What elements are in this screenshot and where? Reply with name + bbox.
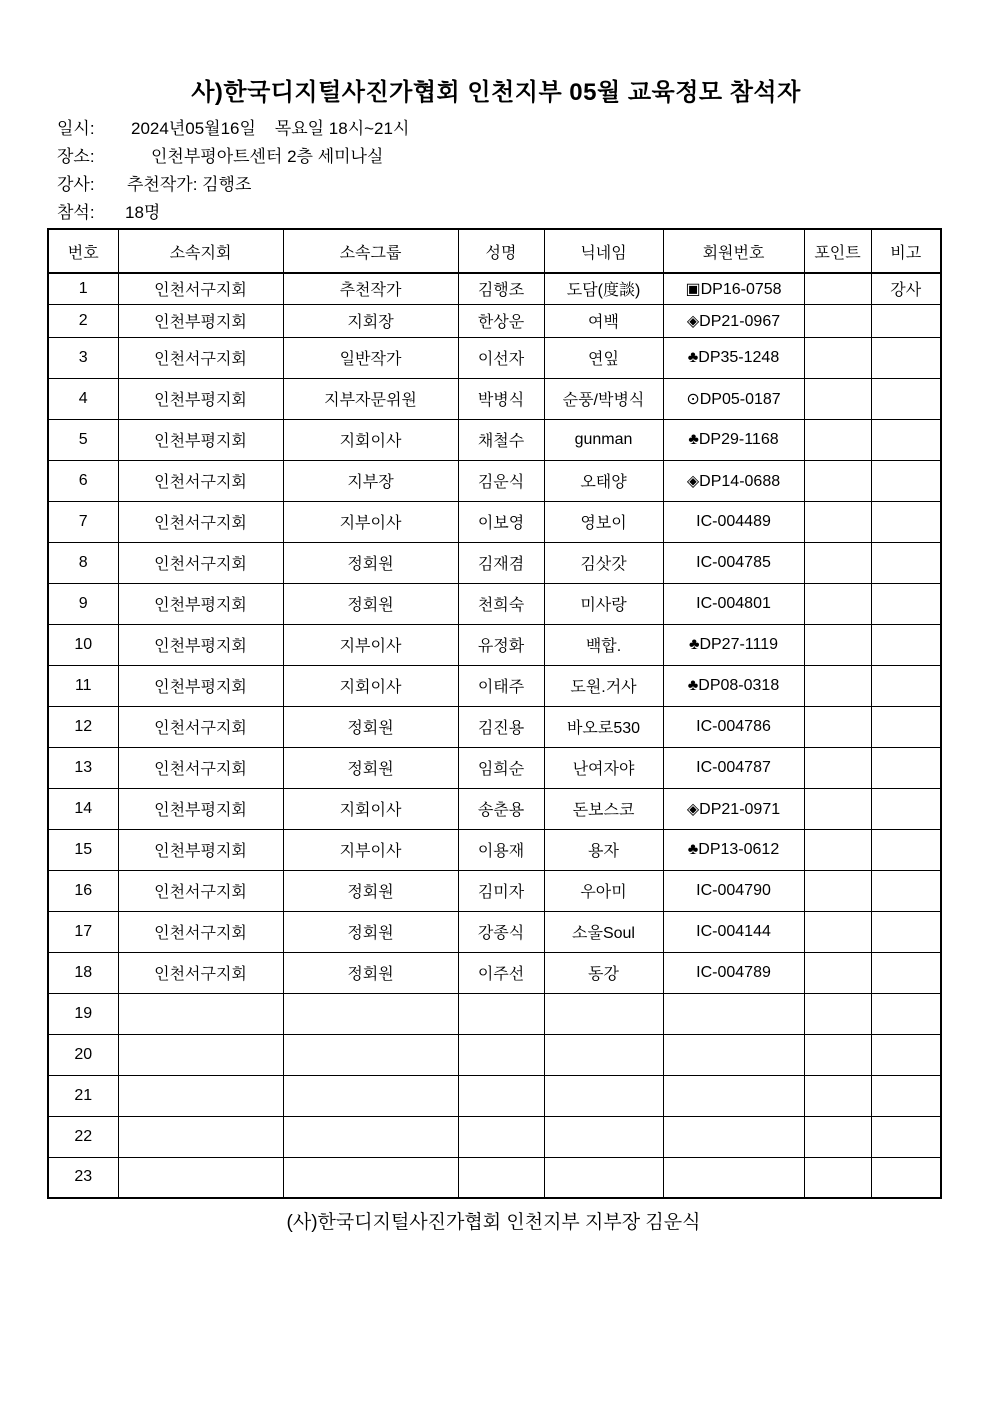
cell-points [804, 829, 871, 870]
table-body [48, 273, 941, 1198]
cell-points [804, 747, 871, 788]
cell-member-no [663, 1034, 804, 1075]
column-header-member-no: 회원번호 [663, 229, 804, 273]
cell-member-no: ♣DP35-1248 [663, 337, 804, 378]
cell-member-no: IC-004785 [663, 542, 804, 583]
cell-group: 정회원 [283, 542, 458, 583]
cell-note [871, 870, 941, 911]
meta-value-location: 인천부평아트센터 2층 세미나실 [151, 146, 384, 166]
cell-name [458, 1157, 544, 1198]
cell-nickname [544, 1157, 663, 1198]
table-row [48, 747, 941, 788]
cell-branch: 인천부평지회 [118, 378, 283, 419]
cell-branch: 인천서구지회 [118, 273, 283, 304]
table-row [48, 1075, 941, 1116]
cell-member-no [663, 1157, 804, 1198]
table-row [48, 583, 941, 624]
table-row [48, 952, 941, 993]
cell-branch [118, 1075, 283, 1116]
cell-branch: 인천부평지회 [118, 624, 283, 665]
cell-group: 정회원 [283, 870, 458, 911]
cell-branch: 인천서구지회 [118, 542, 283, 583]
cell-points [804, 542, 871, 583]
cell-branch: 인천서구지회 [118, 870, 283, 911]
cell-member-no: IC-004790 [663, 870, 804, 911]
cell-number: 16 [48, 870, 118, 911]
table-row [48, 624, 941, 665]
cell-nickname: 동강 [544, 952, 663, 993]
cell-points [804, 952, 871, 993]
column-header-number: 번호 [48, 229, 118, 273]
cell-nickname [544, 1116, 663, 1157]
cell-group: 일반작가 [283, 337, 458, 378]
cell-group: 지부이사 [283, 829, 458, 870]
cell-nickname: 돈보스코 [544, 788, 663, 829]
cell-member-no [663, 993, 804, 1034]
meta-line-attendance [57, 196, 409, 224]
cell-number: 15 [48, 829, 118, 870]
cell-name: 김운식 [458, 460, 544, 501]
meta-block [57, 112, 409, 224]
cell-member-no: ◈DP14-0688 [663, 460, 804, 501]
table-row [48, 542, 941, 583]
cell-points [804, 501, 871, 542]
cell-name: 김행조 [458, 273, 544, 304]
cell-member-no: ♣DP27-1119 [663, 624, 804, 665]
table-row [48, 419, 941, 460]
column-header-branch: 소속지회 [118, 229, 283, 273]
table-row [48, 1116, 941, 1157]
cell-nickname: 미사랑 [544, 583, 663, 624]
cell-nickname [544, 1075, 663, 1116]
column-header-name: 성명 [458, 229, 544, 273]
cell-nickname: 김삿갓 [544, 542, 663, 583]
cell-name [458, 1075, 544, 1116]
cell-points [804, 583, 871, 624]
table-row [48, 501, 941, 542]
cell-name: 한상운 [458, 304, 544, 337]
cell-name: 송춘용 [458, 788, 544, 829]
cell-nickname: gunman [544, 419, 663, 460]
cell-note [871, 304, 941, 337]
cell-nickname: 도원.거사 [544, 665, 663, 706]
table-row [48, 911, 941, 952]
cell-nickname: 도담(度談) [544, 273, 663, 304]
cell-note [871, 788, 941, 829]
cell-group [283, 1034, 458, 1075]
cell-points [804, 624, 871, 665]
cell-name: 김미자 [458, 870, 544, 911]
cell-group [283, 1075, 458, 1116]
cell-branch [118, 1157, 283, 1198]
cell-note [871, 542, 941, 583]
cell-points [804, 337, 871, 378]
cell-group: 정회원 [283, 747, 458, 788]
meta-line-datetime [57, 112, 409, 140]
cell-name: 김진용 [458, 706, 544, 747]
cell-group: 지회이사 [283, 788, 458, 829]
table-row [48, 1157, 941, 1198]
cell-number: 17 [48, 911, 118, 952]
cell-note [871, 460, 941, 501]
cell-nickname: 영보이 [544, 501, 663, 542]
table-row [48, 337, 941, 378]
table-row [48, 870, 941, 911]
cell-note [871, 1075, 941, 1116]
cell-branch: 인천부평지회 [118, 419, 283, 460]
cell-group: 지부이사 [283, 624, 458, 665]
cell-branch: 인천부평지회 [118, 665, 283, 706]
cell-branch [118, 1034, 283, 1075]
cell-name: 임희순 [458, 747, 544, 788]
cell-number: 19 [48, 993, 118, 1034]
cell-points [804, 1157, 871, 1198]
cell-number: 12 [48, 706, 118, 747]
cell-note [871, 419, 941, 460]
cell-member-no: IC-004144 [663, 911, 804, 952]
table-row [48, 1034, 941, 1075]
cell-name: 이태주 [458, 665, 544, 706]
cell-number: 8 [48, 542, 118, 583]
cell-branch: 인천서구지회 [118, 337, 283, 378]
table-row [48, 665, 941, 706]
meta-label-location: 장소: [57, 146, 95, 166]
cell-note [871, 747, 941, 788]
cell-points [804, 419, 871, 460]
cell-member-no [663, 1116, 804, 1157]
cell-group: 지회이사 [283, 665, 458, 706]
cell-note [871, 665, 941, 706]
meta-label-attendance: 참석: [57, 202, 95, 222]
cell-note [871, 993, 941, 1034]
cell-nickname [544, 993, 663, 1034]
column-header-nickname: 닉네임 [544, 229, 663, 273]
cell-branch: 인천서구지회 [118, 952, 283, 993]
cell-number: 21 [48, 1075, 118, 1116]
cell-points [804, 1116, 871, 1157]
cell-name: 천희숙 [458, 583, 544, 624]
cell-group: 정회원 [283, 706, 458, 747]
cell-branch: 인천서구지회 [118, 501, 283, 542]
cell-branch: 인천서구지회 [118, 460, 283, 501]
cell-nickname [544, 1034, 663, 1075]
cell-member-no: ♣DP08-0318 [663, 665, 804, 706]
cell-branch: 인천부평지회 [118, 583, 283, 624]
cell-group: 지부장 [283, 460, 458, 501]
cell-member-no: ♣DP29-1168 [663, 419, 804, 460]
cell-name: 이용재 [458, 829, 544, 870]
cell-group: 정회원 [283, 952, 458, 993]
column-header-points: 포인트 [804, 229, 871, 273]
cell-note [871, 624, 941, 665]
cell-group: 지회장 [283, 304, 458, 337]
cell-member-no: ◈DP21-0967 [663, 304, 804, 337]
cell-number: 10 [48, 624, 118, 665]
cell-number: 11 [48, 665, 118, 706]
cell-group: 추천작가 [283, 273, 458, 304]
cell-points [804, 665, 871, 706]
cell-name: 강종식 [458, 911, 544, 952]
cell-member-no: IC-004787 [663, 747, 804, 788]
cell-group: 정회원 [283, 911, 458, 952]
table-row [48, 829, 941, 870]
cell-note [871, 952, 941, 993]
cell-branch: 인천서구지회 [118, 706, 283, 747]
cell-points [804, 273, 871, 304]
cell-name: 이주선 [458, 952, 544, 993]
meta-value-datetime: 2024년05월16일 목요일 18시~21시 [131, 118, 410, 138]
cell-note [871, 1034, 941, 1075]
cell-group: 지부이사 [283, 501, 458, 542]
cell-branch: 인천서구지회 [118, 747, 283, 788]
cell-name: 이보영 [458, 501, 544, 542]
cell-points [804, 460, 871, 501]
cell-points [804, 378, 871, 419]
cell-note [871, 378, 941, 419]
cell-note [871, 1157, 941, 1198]
cell-number: 4 [48, 378, 118, 419]
cell-number: 9 [48, 583, 118, 624]
cell-note [871, 337, 941, 378]
cell-member-no: ⊙DP05-0187 [663, 378, 804, 419]
cell-name [458, 1116, 544, 1157]
cell-name: 이선자 [458, 337, 544, 378]
cell-name: 유정화 [458, 624, 544, 665]
cell-branch [118, 993, 283, 1034]
cell-member-no: IC-004786 [663, 706, 804, 747]
cell-branch: 인천부평지회 [118, 304, 283, 337]
meta-line-location [57, 140, 409, 168]
meta-label-datetime: 일시: [57, 118, 95, 138]
cell-name: 채철수 [458, 419, 544, 460]
meta-line-lecturer [57, 168, 409, 196]
cell-note [871, 706, 941, 747]
cell-group: 지부자문위원 [283, 378, 458, 419]
table-header-row [48, 229, 941, 273]
cell-number: 18 [48, 952, 118, 993]
cell-nickname: 여백 [544, 304, 663, 337]
cell-note [871, 501, 941, 542]
cell-group [283, 993, 458, 1034]
cell-number: 1 [48, 273, 118, 304]
cell-points [804, 788, 871, 829]
cell-number: 20 [48, 1034, 118, 1075]
cell-group: 정회원 [283, 583, 458, 624]
cell-points [804, 911, 871, 952]
cell-branch: 인천서구지회 [118, 911, 283, 952]
cell-name: 김재겸 [458, 542, 544, 583]
cell-group: 지회이사 [283, 419, 458, 460]
cell-number: 23 [48, 1157, 118, 1198]
cell-points [804, 993, 871, 1034]
table-row [48, 460, 941, 501]
cell-branch: 인천부평지회 [118, 788, 283, 829]
page-footer: (사)한국디지털사진가협회 인천지부 지부장 김운식 [286, 1212, 701, 1233]
cell-number: 3 [48, 337, 118, 378]
cell-number: 2 [48, 304, 118, 337]
meta-value-lecturer: 추천작가: 김행조 [127, 174, 252, 194]
cell-nickname: 연잎 [544, 337, 663, 378]
cell-member-no: IC-004801 [663, 583, 804, 624]
cell-nickname: 순풍/박병식 [544, 378, 663, 419]
cell-name [458, 1034, 544, 1075]
cell-member-no: IC-004789 [663, 952, 804, 993]
cell-nickname: 난여자야 [544, 747, 663, 788]
cell-number: 7 [48, 501, 118, 542]
cell-number: 6 [48, 460, 118, 501]
table-row [48, 378, 941, 419]
column-header-group: 소속그룹 [283, 229, 458, 273]
cell-note [871, 583, 941, 624]
table-row [48, 993, 941, 1034]
cell-nickname: 백합. [544, 624, 663, 665]
cell-nickname: 바오로530 [544, 706, 663, 747]
cell-note [871, 911, 941, 952]
cell-group [283, 1157, 458, 1198]
cell-points [804, 1034, 871, 1075]
cell-branch: 인천부평지회 [118, 829, 283, 870]
cell-nickname: 용자 [544, 829, 663, 870]
cell-number: 14 [48, 788, 118, 829]
cell-points [804, 870, 871, 911]
cell-number: 5 [48, 419, 118, 460]
cell-branch [118, 1116, 283, 1157]
attendee-table [47, 228, 942, 1199]
table-row [48, 273, 941, 304]
table-row [48, 304, 941, 337]
column-header-note: 비고 [871, 229, 941, 273]
cell-points [804, 706, 871, 747]
cell-nickname: 우아미 [544, 870, 663, 911]
cell-note [871, 829, 941, 870]
cell-member-no: ▣DP16-0758 [663, 273, 804, 304]
meta-label-lecturer: 강사: [57, 174, 95, 194]
table-row [48, 788, 941, 829]
cell-number: 13 [48, 747, 118, 788]
cell-note [871, 1116, 941, 1157]
cell-name: 박병식 [458, 378, 544, 419]
cell-name [458, 993, 544, 1034]
cell-number: 22 [48, 1116, 118, 1157]
cell-nickname: 소울Soul [544, 911, 663, 952]
cell-points [804, 304, 871, 337]
cell-member-no: IC-004489 [663, 501, 804, 542]
cell-group [283, 1116, 458, 1157]
page-title: 사)한국디지털사진가협회 인천지부 05월 교육정모 참석자 [191, 79, 801, 106]
table-row [48, 706, 941, 747]
cell-member-no: ♣DP13-0612 [663, 829, 804, 870]
meta-value-attendance: 18명 [125, 202, 161, 222]
cell-points [804, 1075, 871, 1116]
cell-note: 강사 [871, 273, 941, 304]
cell-member-no: ◈DP21-0971 [663, 788, 804, 829]
cell-nickname: 오태양 [544, 460, 663, 501]
cell-member-no [663, 1075, 804, 1116]
